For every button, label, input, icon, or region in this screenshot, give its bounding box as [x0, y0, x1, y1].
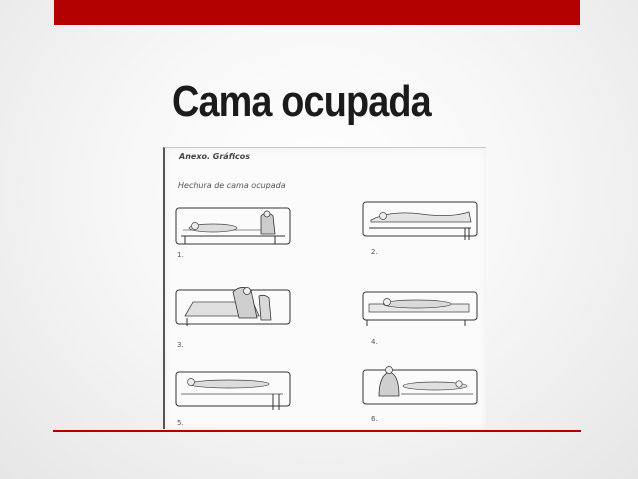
- step-number-4: 4.: [371, 338, 378, 346]
- step-number-5: 5.: [177, 419, 184, 427]
- scan-subheading: Hechura de cama ocupada: [178, 181, 286, 190]
- step-number-6: 6.: [371, 415, 378, 423]
- scanned-figure: [163, 147, 486, 429]
- bed-illustration-3: [173, 286, 293, 328]
- step-number-3: 3.: [177, 341, 184, 349]
- top-accent-bar: [54, 0, 580, 25]
- bed-illustration-1: [173, 206, 293, 248]
- bed-illustration-5: [173, 370, 293, 412]
- slide-title: Cama ocupada: [172, 77, 431, 126]
- bed-illustration-2: [361, 200, 481, 242]
- bed-illustration-6: [361, 366, 481, 408]
- scan-heading: Anexo. Gráficos: [179, 152, 250, 161]
- step-number-1: 1.: [177, 251, 184, 259]
- bed-illustration-4: [361, 286, 481, 328]
- bottom-accent-line: [53, 430, 581, 432]
- step-number-2: 2.: [371, 248, 378, 256]
